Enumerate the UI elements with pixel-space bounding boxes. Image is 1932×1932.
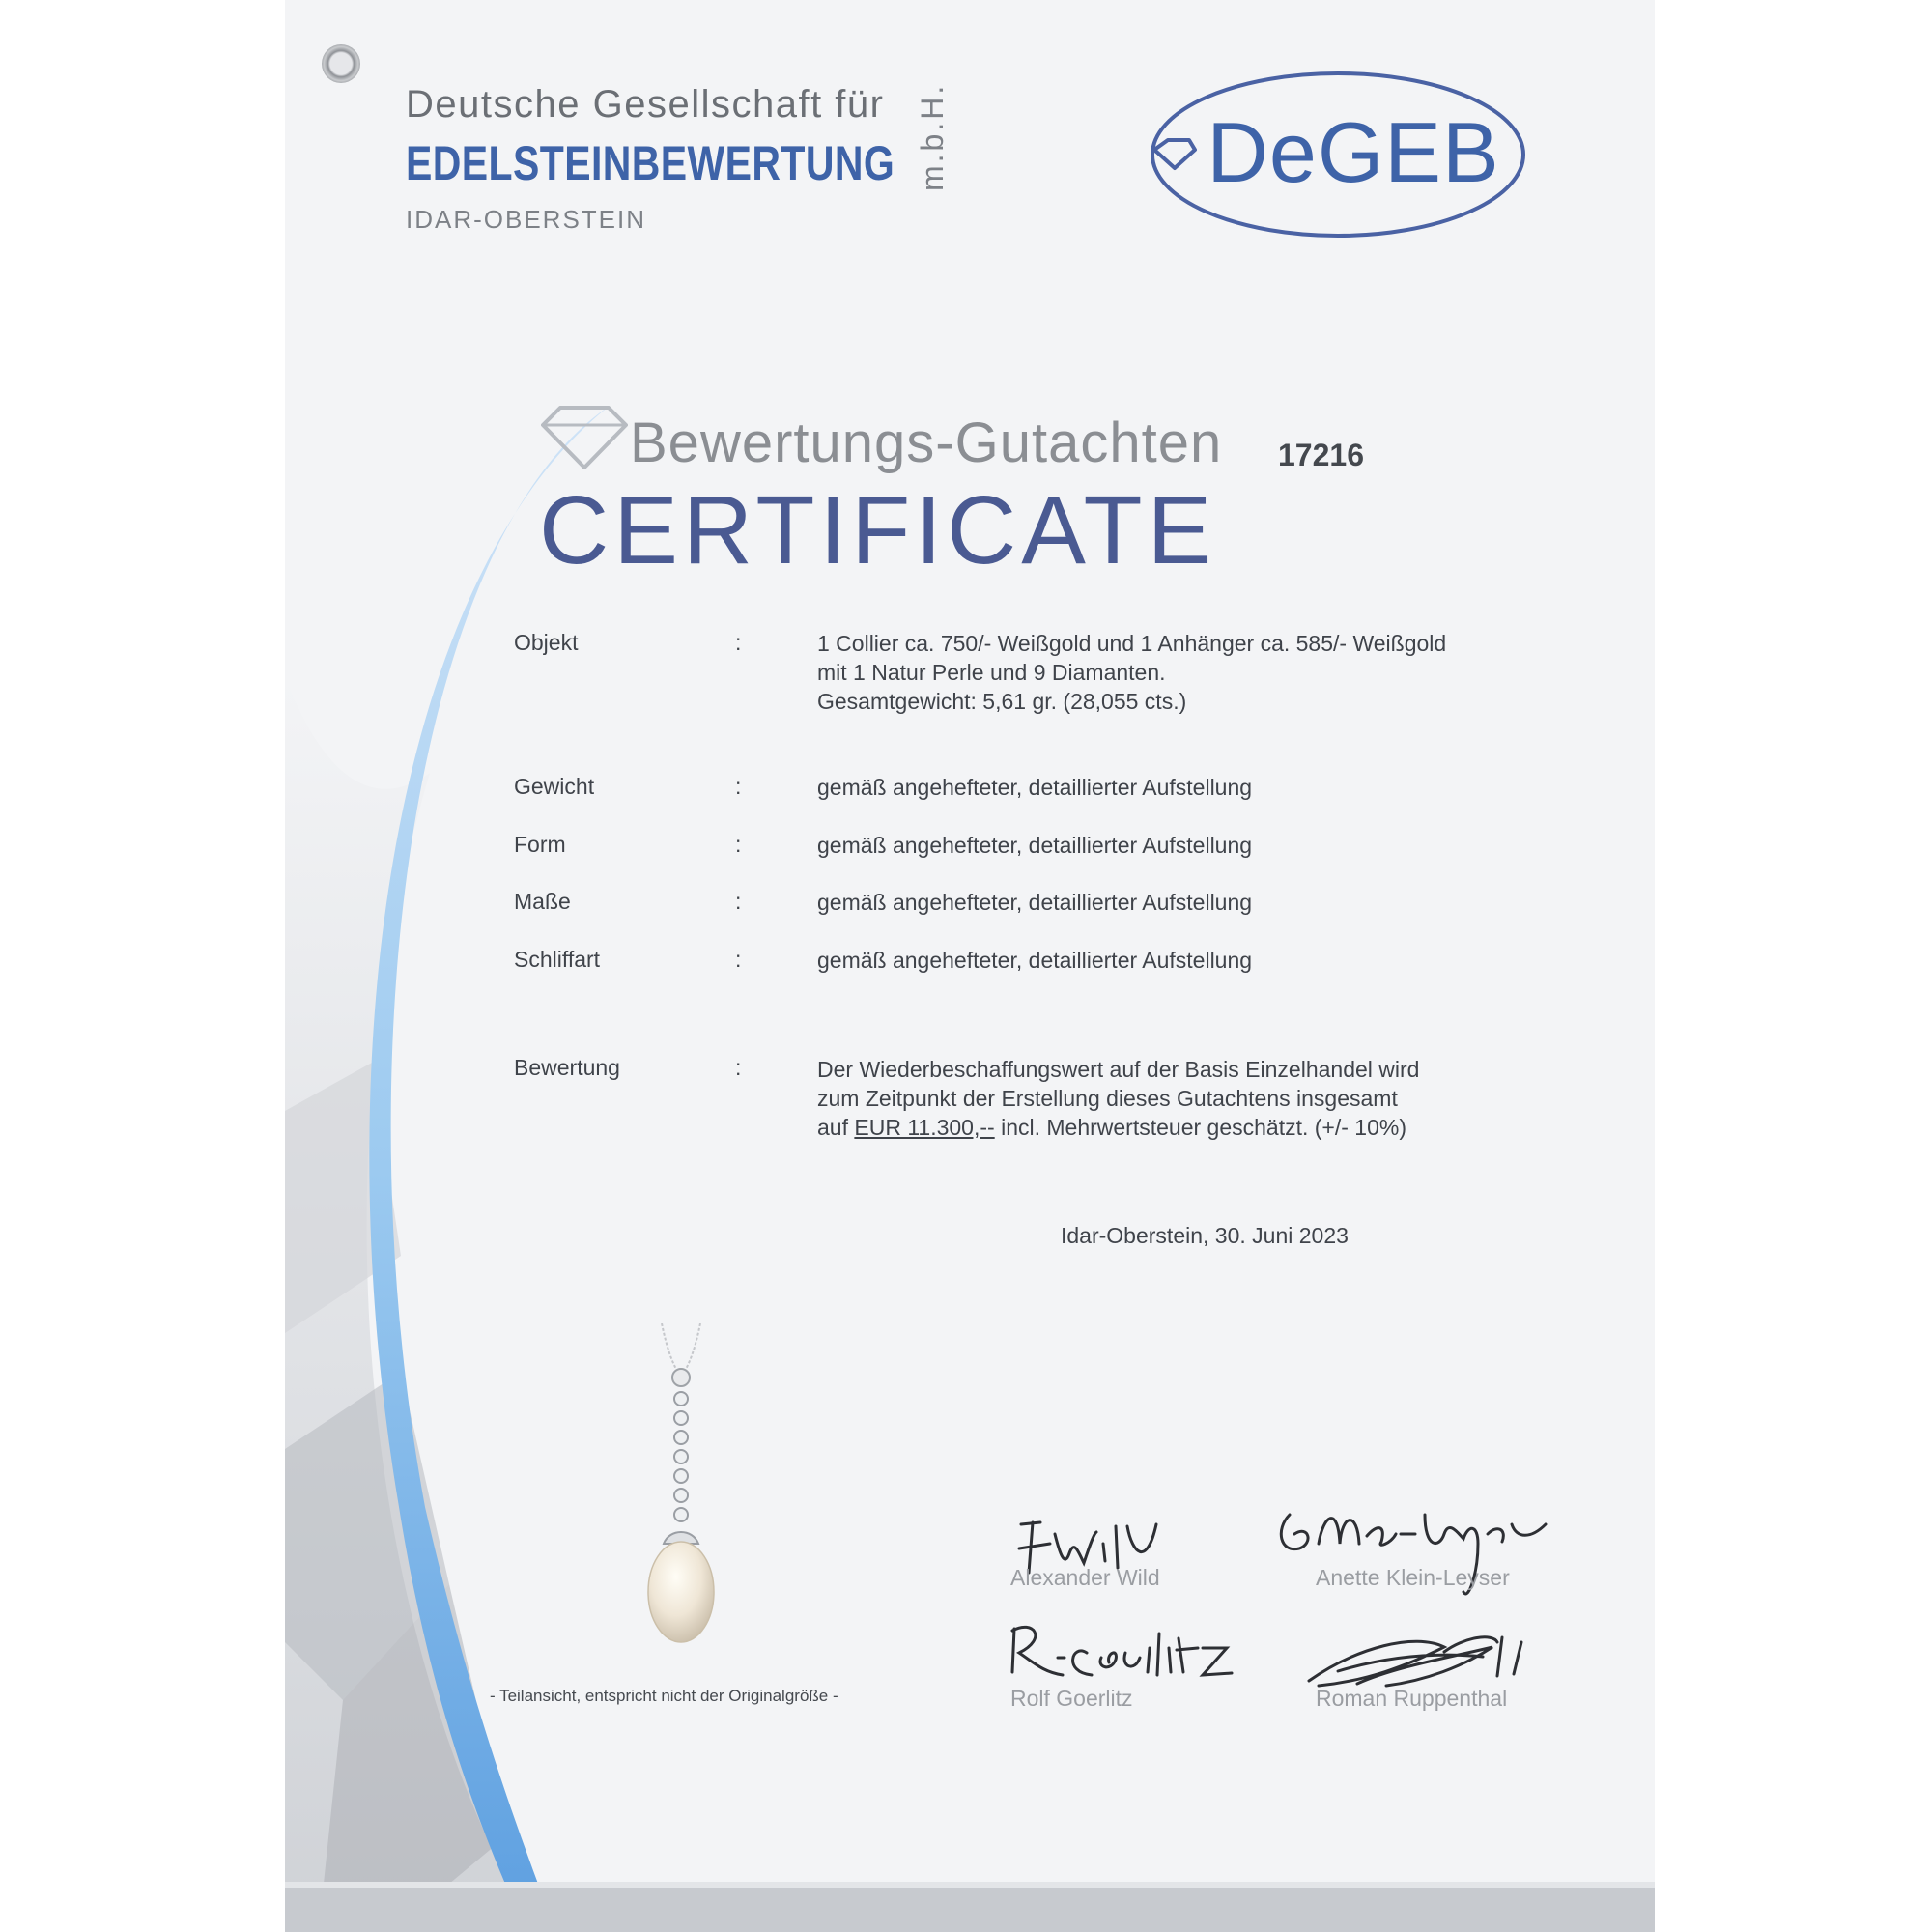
field-value-schliffart: gemäß angehefteter, detaillierter Aufstellung: [817, 948, 1253, 973]
field-colon: :: [735, 889, 742, 914]
field-label-schliffart: Schliffart: [514, 947, 601, 972]
signature-anette-klein-leyser: [1270, 1495, 1560, 1621]
field-value-bewertung: [817, 1055, 1419, 1142]
field-value-masse: gemäß angehefteter, detaillierter Aufstellung: [817, 890, 1253, 915]
field-colon: :: [735, 1055, 742, 1080]
field-value-gewicht: gemäß angehefteter, detaillierter Aufstellung: [817, 775, 1253, 800]
field-colon: :: [735, 947, 742, 972]
certificate-number: 17216: [1278, 438, 1364, 472]
field-label-form: Form: [514, 832, 566, 857]
value-line: 1 Collier ca. 750/- Weißgold und 1 Anhänger ca. 585/- Weißgold: [817, 631, 1447, 656]
signatory-name: Rolf Goerlitz: [1010, 1686, 1133, 1711]
title-english: CERTIFICATE: [539, 476, 1217, 584]
value-line: Gesamtgewicht: 5,61 gr. (28,055 cts.): [817, 689, 1187, 714]
field-label-gewicht: Gewicht: [514, 774, 595, 799]
value-line: Der Wiederbeschaffungswert auf der Basis Einzelhandel wird: [817, 1057, 1420, 1082]
value-line: zum Zeitpunkt der Erstellung dieses Gutachtens insgesamt: [817, 1086, 1398, 1111]
signatory-name: Roman Ruppenthal: [1316, 1686, 1508, 1711]
signatory-name: Anette Klein-Leyser: [1316, 1565, 1510, 1590]
value-suffix: incl. Mehrwertsteuer geschätzt. (+/- 10%): [1001, 1115, 1406, 1140]
org-name-line1: Deutsche Gesellschaft für: [406, 83, 885, 126]
field-colon: :: [735, 774, 742, 799]
title-german: Bewertungs-Gutachten: [630, 412, 1223, 474]
field-colon: :: [735, 832, 742, 857]
org-name-line2: EDELSTEINBEWERTUNG: [406, 136, 895, 190]
logo-text: DeGEB: [1207, 104, 1500, 200]
org-city: IDAR-OBERSTEIN: [406, 205, 647, 234]
pendant-photo: [623, 1323, 739, 1652]
signature-rolf-goerlitz: [1005, 1619, 1246, 1696]
value-prefix: auf: [817, 1115, 848, 1140]
org-legal-suffix: m.b.H.: [915, 82, 950, 191]
certificate-sheet: [285, 0, 1655, 1932]
diamond-icon: [1154, 140, 1195, 168]
value-line: mit 1 Natur Perle und 9 Diamanten.: [817, 660, 1166, 685]
value-line: [817, 1113, 1419, 1142]
photo-caption: - Teilansicht, entspricht nicht der Originalgröße -: [490, 1687, 838, 1705]
punch-hole: [322, 44, 360, 83]
field-value-objekt: [817, 629, 1446, 716]
field-label-objekt: Objekt: [514, 630, 579, 655]
diamond-outline-icon: [541, 404, 628, 471]
place-and-date: Idar-Oberstein, 30. Juni 2023: [1061, 1223, 1349, 1248]
field-label-masse: Maße: [514, 889, 571, 914]
field-value-form: gemäß angehefteter, detaillierter Aufstellung: [817, 833, 1253, 858]
degeb-logo: [1135, 68, 1541, 251]
field-colon: :: [735, 630, 742, 655]
field-label-bewertung: Bewertung: [514, 1055, 620, 1080]
signatory-name: Alexander Wild: [1010, 1565, 1160, 1590]
valuation-amount: EUR 11.300,--: [854, 1115, 995, 1140]
